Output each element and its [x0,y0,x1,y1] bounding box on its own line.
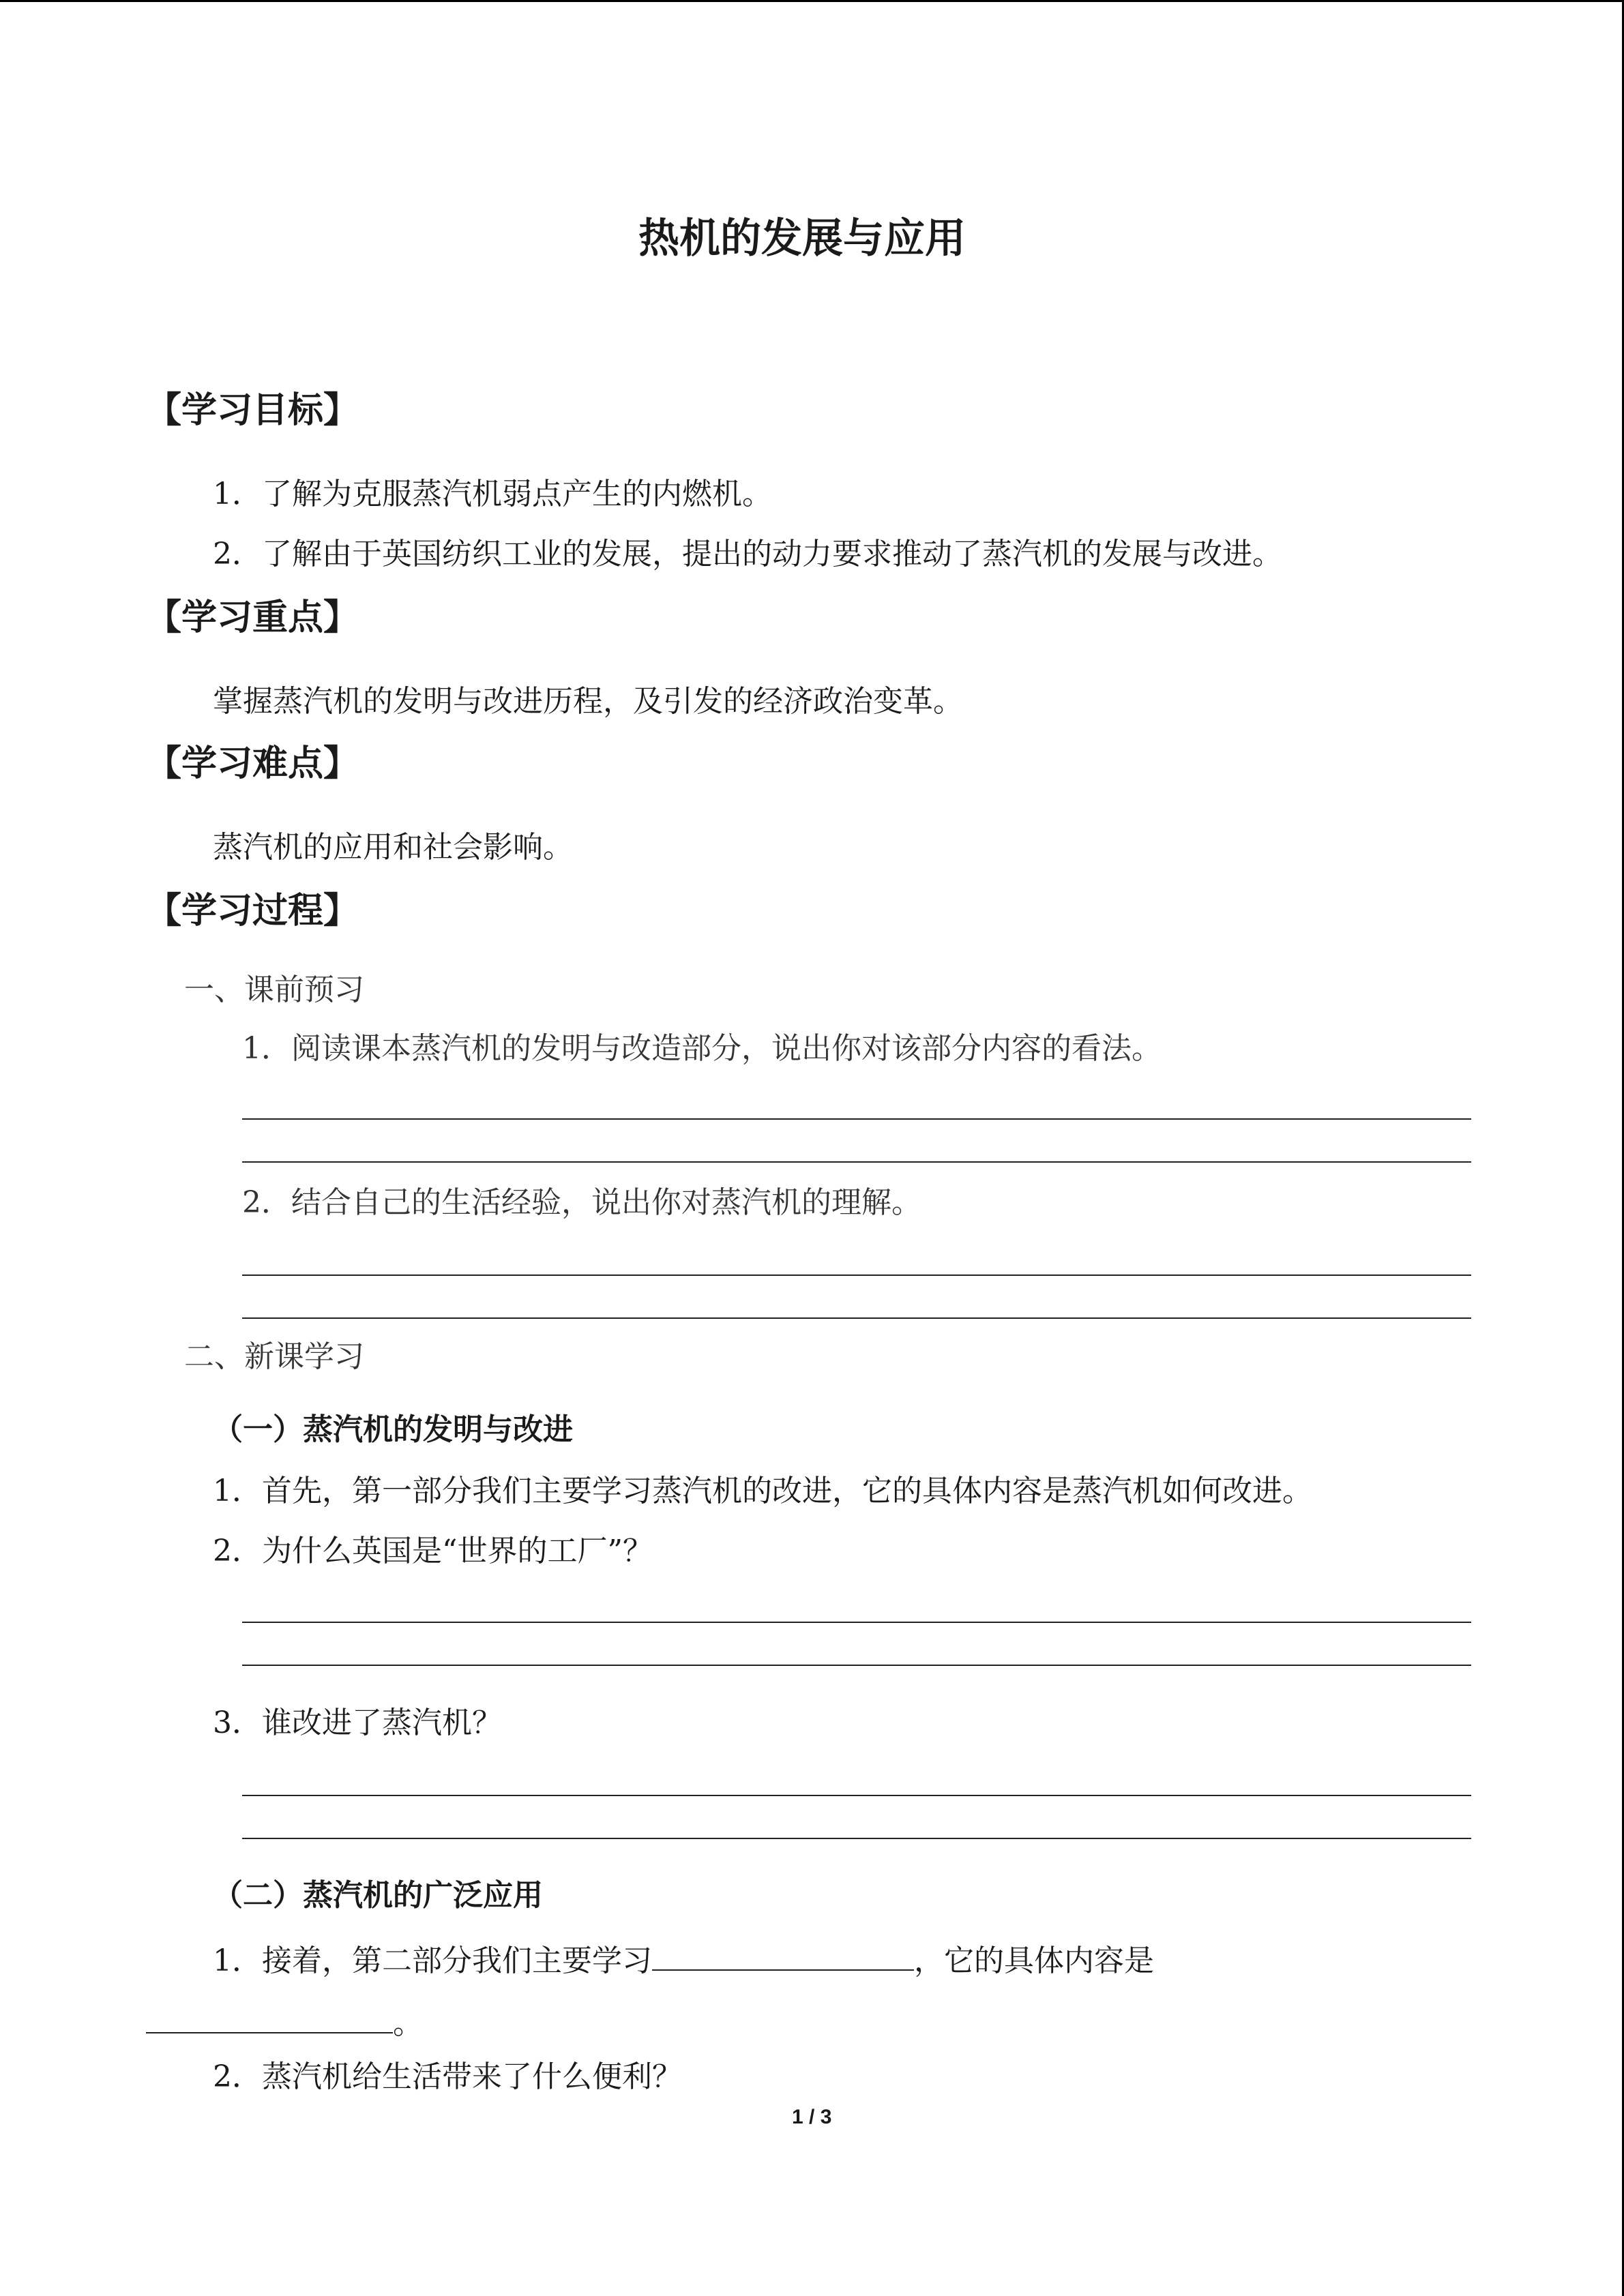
answer-line[interactable] [242,1665,1471,1666]
part2-question-1-cont [146,2005,423,2039]
page-border-top [0,0,1624,2]
heading-objectives: 【学习目标】 [146,390,359,431]
answer-line[interactable] [242,1118,1471,1120]
page-number: 1 / 3 [792,2106,832,2128]
objective-item-2: 2．了解由于英国纺织工业的发展，提出的动力要求推动了蒸汽机的发展与改进。 [213,537,1282,571]
answer-line[interactable] [242,1317,1471,1319]
part1-question-2: 2．为什么英国是“世界的工厂”？ [213,1534,653,1568]
answer-line[interactable] [242,1838,1471,1839]
key-points-text: 掌握蒸汽机的发明与改进历程，及引发的经济政治变革。 [213,684,963,719]
part1-question-3: 3．谁改进了蒸汽机？ [213,1705,502,1740]
answer-line[interactable] [242,1795,1471,1796]
part2-q1-end: 。 [393,2006,423,2041]
heading-key-points: 【学习重点】 [146,597,359,638]
new-lesson-label: 二、新课学习 [184,1339,364,1374]
fill-blank-topic[interactable] [652,1942,914,1971]
part2-title: （二）蒸汽机的广泛应用 [213,1878,543,1913]
part2-q1-text-b: ，它的具体内容是 [914,1943,1154,1978]
fill-blank-content[interactable] [146,2005,393,2033]
answer-line[interactable] [242,1161,1471,1163]
part2-q1-text-a: 1．接着，第二部分我们主要学习 [213,1943,652,1978]
document-title: 热机的发展与应用 [638,215,966,263]
preview-question-1: 1．阅读课本蒸汽机的发明与改造部分，说出你对该部分内容的看法。 [242,1031,1162,1066]
preview-label: 一、课前预习 [184,972,364,1007]
objective-item-1: 1．了解为克服蒸汽机弱点产生的内燃机。 [213,477,772,511]
part2-question-1 [213,1942,1154,1976]
heading-process: 【学习过程】 [146,891,359,931]
preview-question-2: 2．结合自己的生活经验，说出你对蒸汽机的理解。 [242,1185,921,1220]
part2-question-2: 2．蒸汽机给生活带来了什么便利？ [213,2059,682,2094]
part1-title: （一）蒸汽机的发明与改进 [213,1412,573,1447]
part1-question-1: 1．首先，第一部分我们主要学习蒸汽机的改进，它的具体内容是蒸汽机如何改进。 [213,1474,1312,1508]
answer-line[interactable] [242,1622,1471,1623]
heading-difficulties: 【学习难点】 [146,743,359,784]
difficulties-text: 蒸汽机的应用和社会影响。 [213,830,573,865]
answer-line[interactable] [242,1274,1471,1276]
